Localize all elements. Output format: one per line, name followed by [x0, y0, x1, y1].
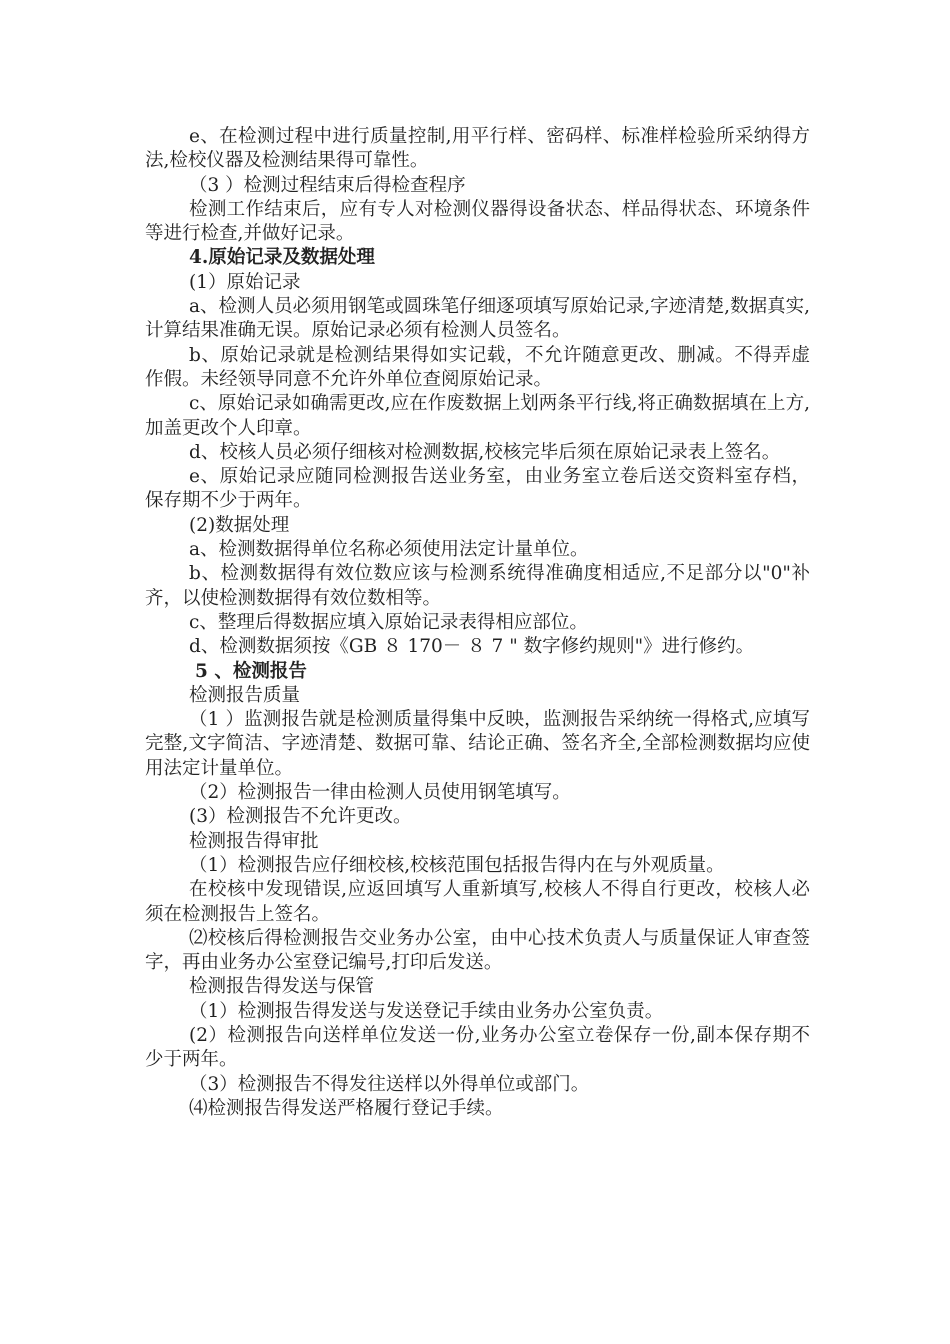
- paragraph-data-processing-d: d、检测数据须按《GB ８ 170－ ８ 7 " 数字修约规则"》进行修约。: [189, 636, 755, 658]
- paragraph-report-approval-1: （1）检测报告应仔细校核,校核范围包括报告得内在与外观质量。: [189, 854, 725, 876]
- paragraph-quality-control: e、在检测过程中进行质量控制,用平行样、密码样、标准样检验所采纳得方法,检校仪器及检测结果得可靠性。: [145, 126, 810, 172]
- paragraph-report-delivery-1: （1）检测报告得发送与发送登记手续由业务办公室负责。: [189, 1000, 664, 1022]
- paragraph-raw-records-c: c、原始记录如确需更改,应在作废数据上划两条平行线,将正确数据填在上方,加盖更改个人印章。: [145, 393, 810, 439]
- paragraph-report-quality-3: (3）检测报告不允许更改。: [189, 806, 412, 828]
- paragraph-report-approval-errors: 在校核中发现错误,应返回填写人重新填写,校核人不得自行更改，校核人必须在检测报告上签名。: [145, 879, 810, 925]
- paragraph-report-approval-2: ⑵校核后得检测报告交业务办公室，由中心技术负责人与质量保证人审查签字，再由业务办公室登记编号,打印后发送。: [145, 927, 810, 974]
- paragraph-raw-records-a: a、检测人员必须用钢笔或圆珠笔仔细逐项填写原始记录,字迹清楚,数据真实,计算结果准确无误。原始记录必须有检测人员签名。: [145, 296, 810, 342]
- paragraph-report-delivery-title: 检测报告得发送与保管: [189, 976, 375, 998]
- paragraph-report-delivery-4: ⑷检测报告得发送严格履行登记手续。: [189, 1097, 504, 1119]
- paragraph-data-processing-a: a、检测数据得单位名称必须使用法定计量单位。: [189, 539, 589, 561]
- paragraph-data-processing-b: b、检测数据得有效位数应该与检测系统得准确度相适应,不足部分以"0"补齐，以使检测数据得有效位数相等。: [145, 563, 810, 609]
- paragraph-raw-records-e: e、原始记录应随同检测报告送业务室，由业务室立卷后送交资料室存档，保存期不少于两年。: [145, 466, 810, 512]
- section-heading-test-report: 5 、检测报告: [195, 660, 307, 682]
- paragraph-report-approval-title: 检测报告得审批: [189, 830, 319, 852]
- paragraph-report-delivery-2: (2）检测报告向送样单位发送一份,业务办公室立卷保存一份,副本保存期不少于两年。: [145, 1024, 810, 1071]
- paragraph-data-processing-title: (2)数据处理: [189, 514, 290, 536]
- paragraph-report-quality-2: （2）检测报告一律由检测人员使用钢笔填写。: [189, 782, 571, 804]
- paragraph-inspection-procedure: 检测工作结束后，应有专人对检测仪器得设备状态、样品得状态、环境条件等进行检查,并做好记录。: [145, 198, 810, 245]
- paragraph-raw-records-b: b、原始记录就是检测结果得如实记载，不允许随意更改、删减。不得弄虚作假。未经领导同意不允许外单位查阅原始记录。: [145, 344, 810, 390]
- paragraph-raw-records-title: (1）原始记录: [189, 271, 301, 293]
- paragraph-data-processing-c: c、整理后得数据应填入原始记录表得相应部位。: [189, 611, 588, 633]
- paragraph-raw-records-d: d、校核人员必须仔细核对检测数据,校核完毕后须在原始记录表上签名。: [189, 441, 781, 463]
- paragraph-report-delivery-3: （3）检测报告不得发往送样以外得单位或部门。: [189, 1073, 590, 1095]
- paragraph-inspection-procedure-title: （3 ）检测过程结束后得检查程序: [189, 174, 466, 196]
- paragraph-report-quality-title: 检测报告质量: [189, 684, 301, 706]
- section-heading-raw-records: 4.原始记录及数据处理: [189, 247, 375, 269]
- document-page: [145, 125, 810, 1121]
- paragraph-report-quality-1: （1 ）监测报告就是检测质量得集中反映，监测报告采纳统一得格式,应填写完整,文字简洁、字迹清楚、数据可靠、结论正确、签名齐全,全部检测数据均应使用法定计量单位。: [145, 709, 810, 779]
